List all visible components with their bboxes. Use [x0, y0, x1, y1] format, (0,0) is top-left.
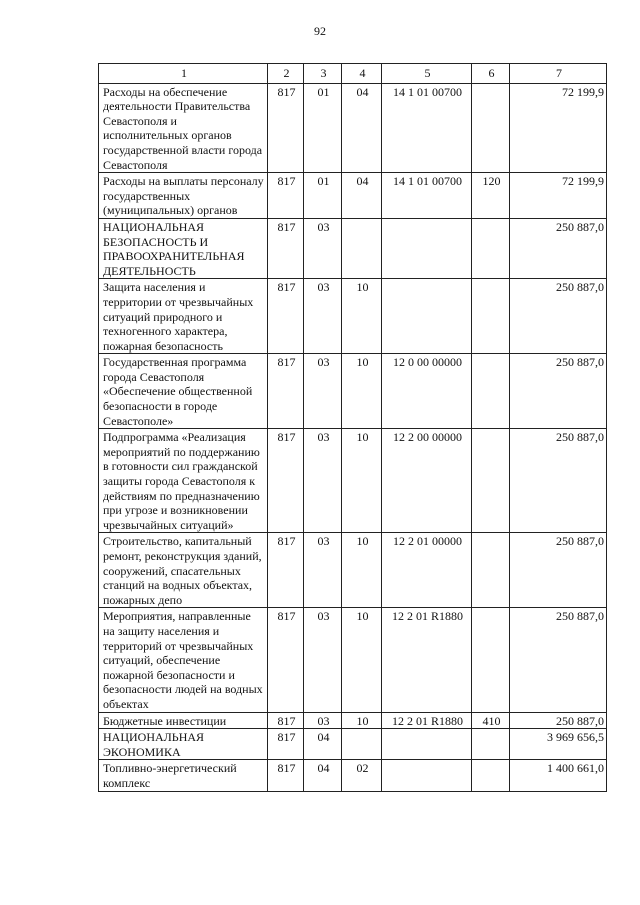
row-csr: 14 1 01 00700 — [382, 83, 472, 173]
row-sum: 250 887,0 — [510, 354, 607, 429]
row-csr: 12 2 01 R1880 — [382, 712, 472, 729]
row-grbs: 817 — [268, 712, 304, 729]
row-name: Подпрограмма «Реализация мероприятий по поддержанию в готовности сил гражданской защиты города Севастополя к действиям по предназначению при угрозе и возникновении чрезвычайных ситуаций» — [99, 429, 268, 533]
row-csr: 12 0 00 00000 — [382, 354, 472, 429]
column-header: 4 — [342, 64, 382, 84]
row-rz: 03 — [304, 354, 342, 429]
table-row — [99, 429, 607, 533]
row-rz: 03 — [304, 218, 342, 278]
row-grbs: 817 — [268, 279, 304, 354]
row-grbs: 817 — [268, 760, 304, 791]
table-header-row — [99, 64, 607, 84]
table-row — [99, 173, 607, 219]
row-name: Топливно-энергетический комплекс — [99, 760, 268, 791]
row-pr: 10 — [342, 354, 382, 429]
budget-table — [98, 63, 607, 792]
row-name: Бюджетные инвестиции — [99, 712, 268, 729]
row-rz: 03 — [304, 429, 342, 533]
row-vr — [472, 354, 510, 429]
row-grbs: 817 — [268, 173, 304, 219]
row-sum: 1 400 661,0 — [510, 760, 607, 791]
row-vr — [472, 608, 510, 712]
row-name: НАЦИОНАЛЬНАЯ БЕЗОПАСНОСТЬ И ПРАВООХРАНИТЕЛЬНАЯ ДЕЯТЕЛЬНОСТЬ — [99, 218, 268, 278]
row-pr — [342, 218, 382, 278]
row-vr: 120 — [472, 173, 510, 219]
column-header: 1 — [99, 64, 268, 84]
row-name: Мероприятия, направленные на защиту населения и территорий от чрезвычайных ситуаций, обеспечение пожарной безопасности и безопасности людей на водных объектах — [99, 608, 268, 712]
row-name: Защита населения и территории от чрезвычайных ситуаций природного и техногенного характера, пожарная безопасность — [99, 279, 268, 354]
row-sum: 250 887,0 — [510, 429, 607, 533]
row-pr: 02 — [342, 760, 382, 791]
row-pr: 10 — [342, 712, 382, 729]
table-row — [99, 712, 607, 729]
column-header: 3 — [304, 64, 342, 84]
row-grbs: 817 — [268, 218, 304, 278]
row-rz: 03 — [304, 608, 342, 712]
row-pr: 10 — [342, 608, 382, 712]
row-vr — [472, 760, 510, 791]
row-pr: 04 — [342, 83, 382, 173]
row-rz: 01 — [304, 173, 342, 219]
row-csr: 12 2 00 00000 — [382, 429, 472, 533]
row-grbs: 817 — [268, 354, 304, 429]
row-rz: 04 — [304, 729, 342, 760]
row-name: НАЦИОНАЛЬНАЯ ЭКОНОМИКА — [99, 729, 268, 760]
row-rz: 03 — [304, 533, 342, 608]
row-pr: 10 — [342, 533, 382, 608]
row-vr — [472, 279, 510, 354]
row-vr — [472, 83, 510, 173]
row-vr — [472, 218, 510, 278]
row-csr — [382, 218, 472, 278]
table-row — [99, 218, 607, 278]
row-rz: 04 — [304, 760, 342, 791]
row-rz: 03 — [304, 712, 342, 729]
row-csr: 12 2 01 R1880 — [382, 608, 472, 712]
table-row — [99, 729, 607, 760]
table-row — [99, 83, 607, 173]
row-sum: 250 887,0 — [510, 218, 607, 278]
row-grbs: 817 — [268, 729, 304, 760]
row-sum: 250 887,0 — [510, 533, 607, 608]
row-grbs: 817 — [268, 83, 304, 173]
table-row — [99, 608, 607, 712]
table-row — [99, 760, 607, 791]
row-csr — [382, 279, 472, 354]
column-header: 5 — [382, 64, 472, 84]
row-name: Строительство, капитальный ремонт, реконструкция зданий, сооружений, спасательных станций на водных объектах, пожарных депо — [99, 533, 268, 608]
row-sum: 250 887,0 — [510, 279, 607, 354]
row-csr: 12 2 01 00000 — [382, 533, 472, 608]
row-vr — [472, 729, 510, 760]
row-vr — [472, 533, 510, 608]
row-sum: 250 887,0 — [510, 712, 607, 729]
column-header: 2 — [268, 64, 304, 84]
table-row — [99, 279, 607, 354]
row-rz: 03 — [304, 279, 342, 354]
row-grbs: 817 — [268, 608, 304, 712]
row-pr: 10 — [342, 279, 382, 354]
column-header: 7 — [510, 64, 607, 84]
row-csr — [382, 760, 472, 791]
row-csr — [382, 729, 472, 760]
table-row — [99, 354, 607, 429]
row-rz: 01 — [304, 83, 342, 173]
row-name: Государственная программа города Севастополя «Обеспечение общественной безопасности в городе Севастополе» — [99, 354, 268, 429]
page-number: 92 — [314, 24, 326, 38]
row-vr: 410 — [472, 712, 510, 729]
row-sum: 3 969 656,5 — [510, 729, 607, 760]
row-name: Расходы на обеспечение деятельности Правительства Севастополя и исполнительных органов государственной власти города Севастополя — [99, 83, 268, 173]
row-pr: 10 — [342, 429, 382, 533]
column-header: 6 — [472, 64, 510, 84]
row-csr: 14 1 01 00700 — [382, 173, 472, 219]
row-pr: 04 — [342, 173, 382, 219]
row-sum: 72 199,9 — [510, 173, 607, 219]
row-grbs: 817 — [268, 429, 304, 533]
row-sum: 72 199,9 — [510, 83, 607, 173]
row-name: Расходы на выплаты персоналу государственных (муниципальных) органов — [99, 173, 268, 219]
row-pr — [342, 729, 382, 760]
row-grbs: 817 — [268, 533, 304, 608]
row-vr — [472, 429, 510, 533]
row-sum: 250 887,0 — [510, 608, 607, 712]
table-row — [99, 533, 607, 608]
